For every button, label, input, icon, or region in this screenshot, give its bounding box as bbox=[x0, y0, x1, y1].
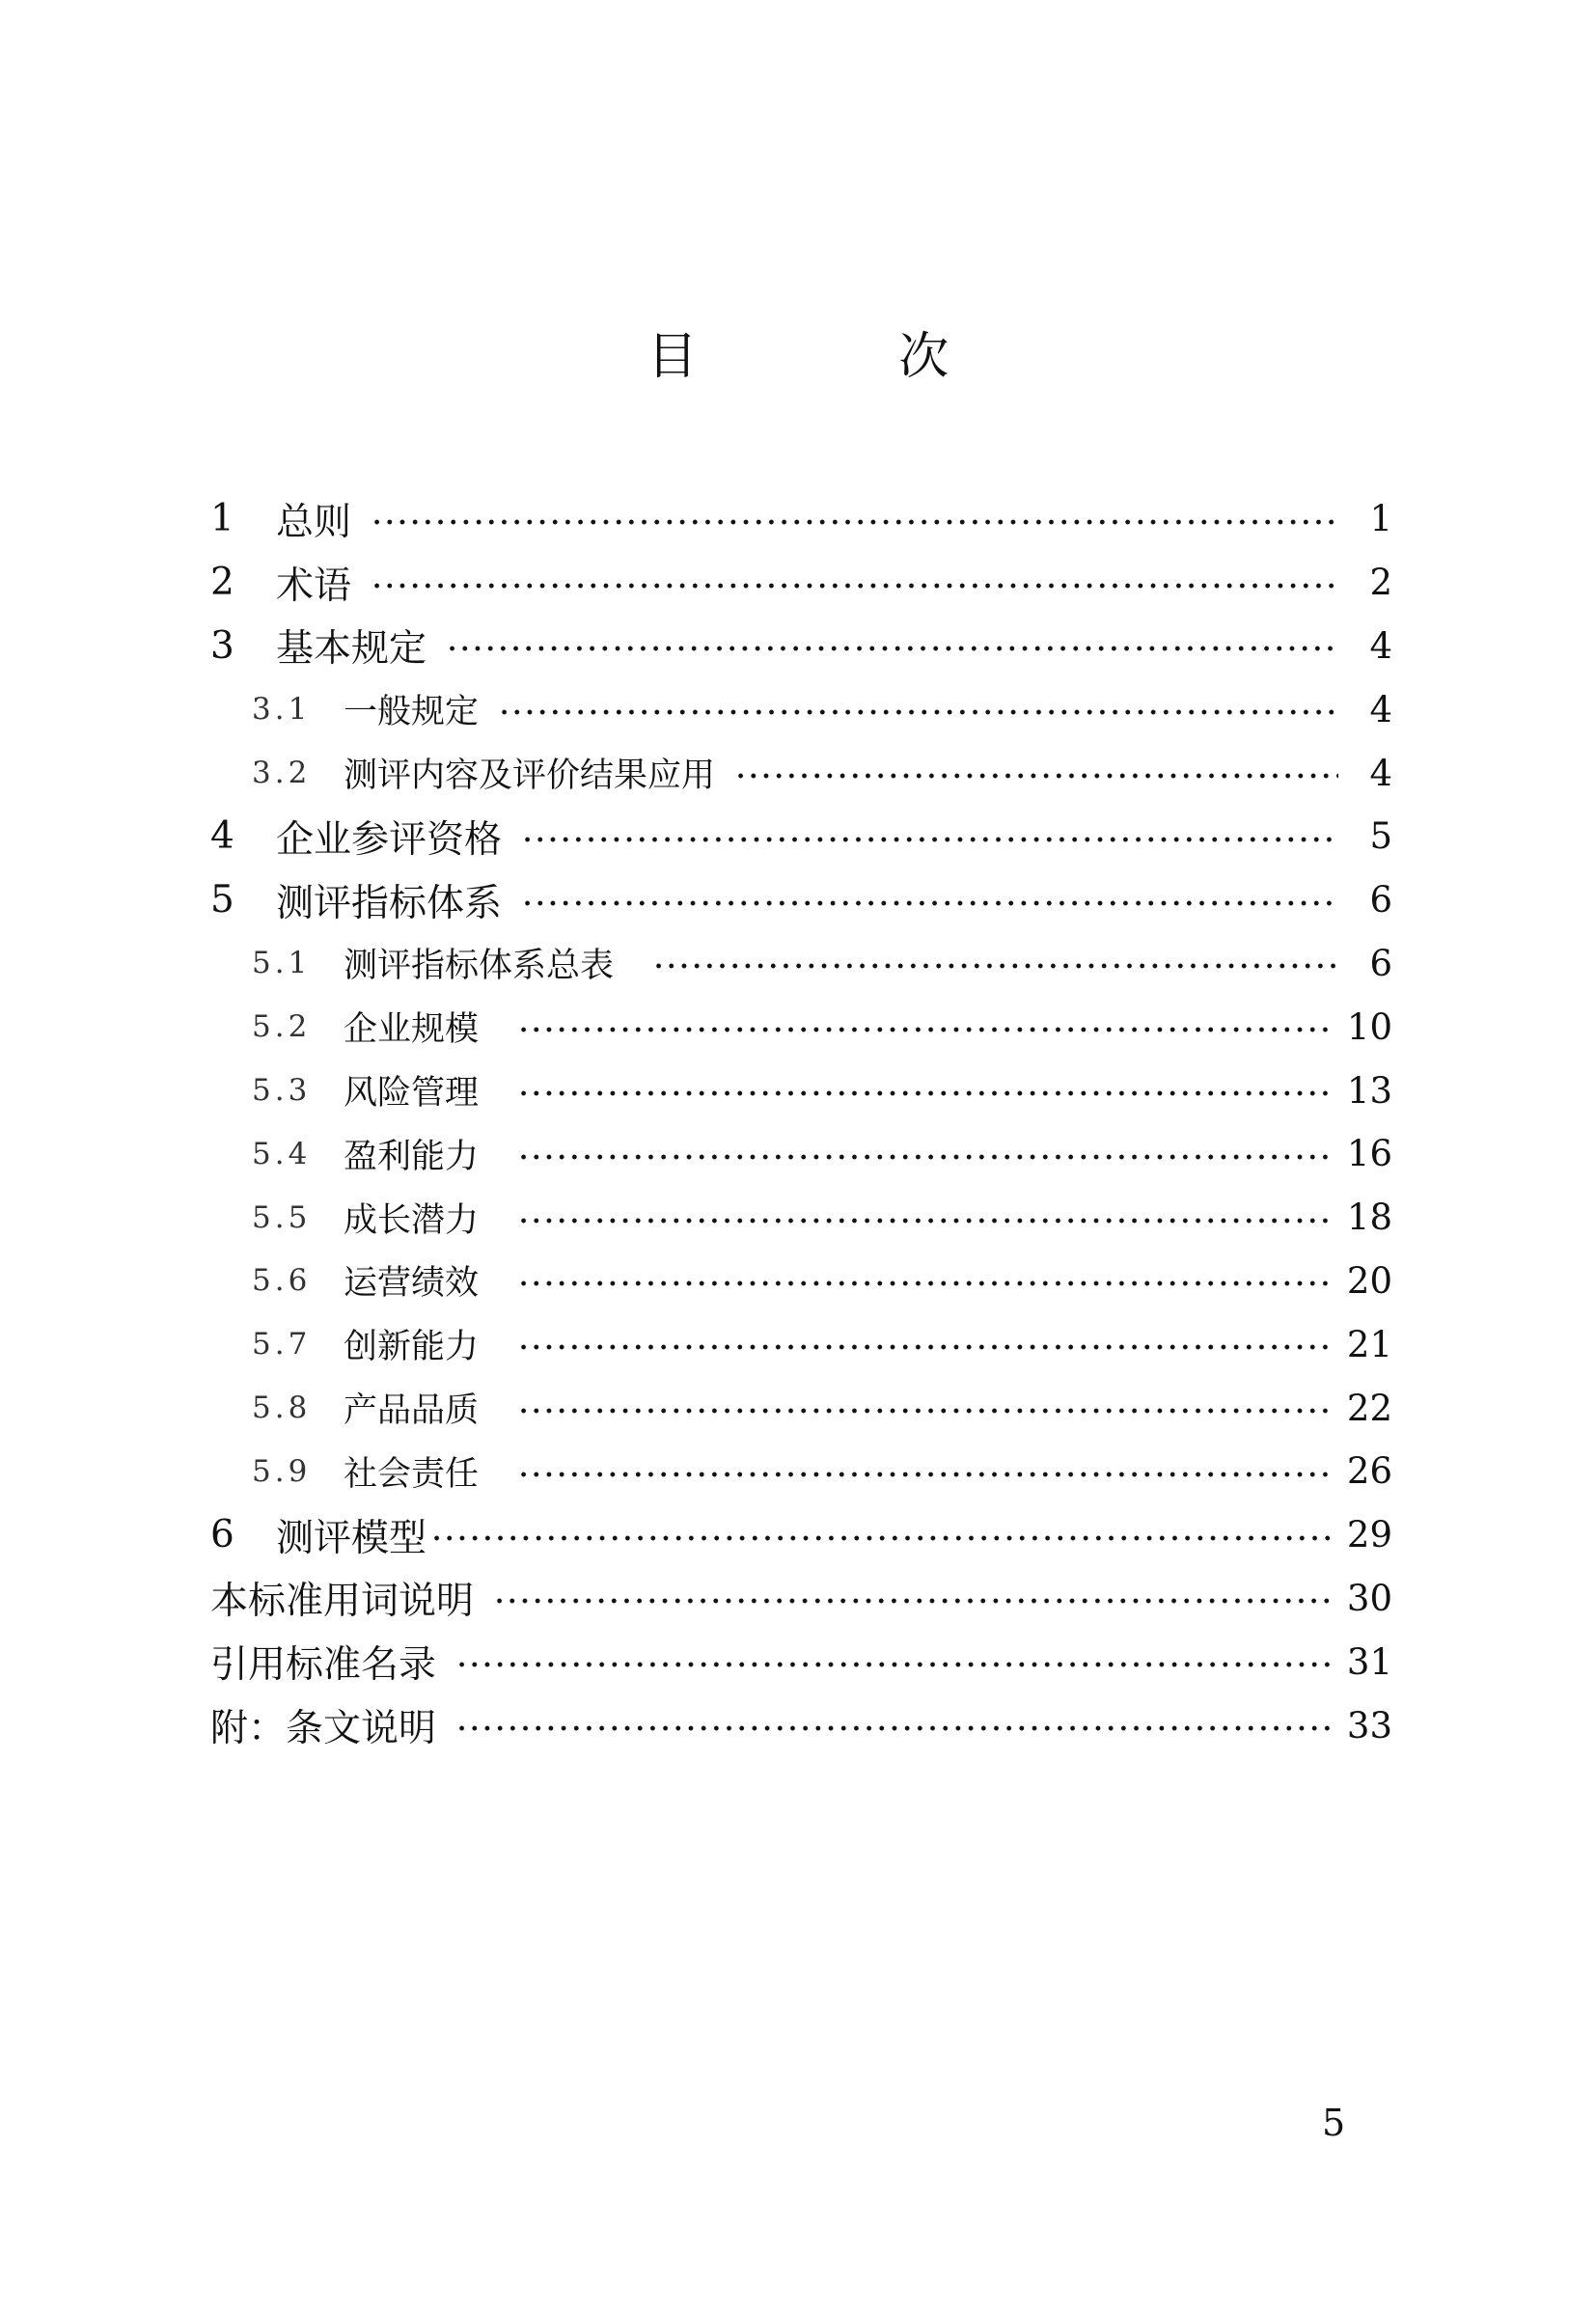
dot-leader bbox=[521, 900, 1338, 906]
toc-subentry[interactable] bbox=[210, 1059, 1392, 1122]
toc-entry-title: 盈利能力 bbox=[344, 1137, 480, 1176]
dot-leader bbox=[517, 1408, 1335, 1414]
toc-entry-number: 5.6 bbox=[252, 1263, 312, 1299]
dot-leader bbox=[517, 1027, 1335, 1032]
toc-entry-number: 3.1 bbox=[252, 692, 312, 728]
toc-entry-number: 5 bbox=[210, 878, 234, 922]
toc-entry-title: 社会责任 bbox=[344, 1454, 480, 1494]
toc-entry-title: 引用标准名录 bbox=[210, 1643, 437, 1688]
toc-subentry[interactable] bbox=[210, 1440, 1392, 1503]
toc-entry-page: 18 bbox=[1346, 1197, 1392, 1239]
toc-subentry[interactable] bbox=[210, 677, 1392, 741]
dot-leader bbox=[517, 1154, 1335, 1160]
toc-entry-page: 20 bbox=[1346, 1259, 1392, 1302]
toc-entry-number: 5.2 bbox=[252, 1009, 312, 1045]
toc-subentry[interactable] bbox=[210, 1312, 1392, 1376]
dot-leader bbox=[430, 1535, 1335, 1541]
toc-entry-title: 基本规定 bbox=[276, 627, 427, 672]
toc-entry-page: 26 bbox=[1346, 1450, 1392, 1493]
toc-entry-number: 5.8 bbox=[252, 1390, 312, 1426]
dot-leader bbox=[455, 1662, 1335, 1667]
dot-leader bbox=[446, 646, 1338, 651]
toc-entry[interactable] bbox=[210, 551, 1392, 615]
toc-entry-number: 5.1 bbox=[252, 946, 312, 981]
dot-leader bbox=[493, 1598, 1335, 1604]
toc-entry-title: 测评指标体系 bbox=[276, 881, 503, 925]
toc-subentry[interactable] bbox=[210, 995, 1392, 1059]
toc-entry[interactable] bbox=[210, 487, 1392, 551]
toc-entry-title: 附：条文说明 bbox=[210, 1707, 437, 1751]
toc-entry-number: 1 bbox=[210, 497, 234, 541]
toc-subentry[interactable] bbox=[210, 1122, 1392, 1186]
dot-leader bbox=[517, 1344, 1335, 1350]
toc-entry-page: 30 bbox=[1346, 1577, 1392, 1619]
toc-entry[interactable] bbox=[210, 1693, 1392, 1757]
toc-entry-page: 6 bbox=[1369, 942, 1392, 984]
toc-entry[interactable] bbox=[210, 868, 1392, 932]
toc-entry-title: 总则 bbox=[276, 500, 352, 544]
toc-entry-number: 2 bbox=[210, 561, 234, 605]
page-number: 5 bbox=[1322, 2102, 1346, 2144]
toc-entry-page: 10 bbox=[1346, 1005, 1392, 1048]
toc-entry-title: 运营绩效 bbox=[344, 1264, 480, 1304]
toc-subentry[interactable] bbox=[210, 932, 1392, 996]
dot-leader bbox=[371, 583, 1338, 589]
dot-leader bbox=[521, 837, 1338, 842]
toc-entry-title: 风险管理 bbox=[344, 1074, 480, 1114]
toc-entry-number: 3 bbox=[210, 623, 234, 668]
toc-entry-title: 一般规定 bbox=[344, 693, 480, 732]
toc-entry[interactable] bbox=[210, 805, 1392, 868]
toc-entry-page: 16 bbox=[1346, 1133, 1392, 1175]
toc-entry-page: 21 bbox=[1346, 1323, 1392, 1365]
toc-entry-page: 22 bbox=[1346, 1387, 1392, 1429]
dot-leader bbox=[517, 1280, 1335, 1286]
toc-entry-number: 5.4 bbox=[252, 1136, 312, 1171]
toc-entry-number: 4 bbox=[210, 814, 234, 859]
toc-entry-number: 5.3 bbox=[252, 1073, 312, 1109]
toc-entry-title: 测评模型 bbox=[276, 1516, 427, 1560]
toc-entry-page: 31 bbox=[1346, 1640, 1392, 1683]
toc-entry-page: 33 bbox=[1346, 1704, 1392, 1747]
toc-entry-title: 测评指标体系总表 bbox=[344, 947, 615, 986]
toc-entry[interactable] bbox=[210, 1567, 1392, 1631]
toc-subentry[interactable] bbox=[210, 1376, 1392, 1440]
toc-entry-number: 5.9 bbox=[252, 1453, 312, 1489]
toc-entry-title: 企业规模 bbox=[344, 1010, 480, 1050]
toc-entry-page: 6 bbox=[1369, 879, 1392, 922]
dot-leader bbox=[498, 709, 1338, 715]
toc-entry[interactable] bbox=[210, 1630, 1392, 1693]
toc-entry-number: 6 bbox=[210, 1513, 234, 1557]
table-of-contents bbox=[210, 487, 1392, 1757]
toc-entry-page: 4 bbox=[1369, 688, 1392, 730]
toc-entry-page: 5 bbox=[1369, 815, 1392, 858]
toc-subentry[interactable] bbox=[210, 741, 1392, 805]
toc-entry-page: 29 bbox=[1346, 1514, 1392, 1556]
toc-entry[interactable] bbox=[210, 1503, 1392, 1567]
toc-entry-title: 术语 bbox=[276, 564, 352, 608]
dot-leader bbox=[517, 1472, 1335, 1477]
dot-leader bbox=[455, 1725, 1335, 1731]
toc-entry-number: 5.5 bbox=[252, 1199, 312, 1235]
toc-entry-title: 企业参评资格 bbox=[276, 817, 503, 862]
toc-entry-title: 产品品质 bbox=[344, 1391, 480, 1431]
dot-leader bbox=[734, 773, 1338, 779]
toc-entry-page: 4 bbox=[1369, 624, 1392, 667]
toc-entry-number: 5.7 bbox=[252, 1327, 312, 1362]
dot-leader bbox=[371, 519, 1338, 525]
toc-entry-page: 13 bbox=[1346, 1069, 1392, 1112]
toc-entry-page: 2 bbox=[1369, 562, 1392, 604]
toc-subentry[interactable] bbox=[210, 1250, 1392, 1313]
toc-entry-title: 创新能力 bbox=[344, 1328, 480, 1367]
dot-leader bbox=[517, 1218, 1335, 1224]
toc-entry-title: 本标准用词说明 bbox=[210, 1580, 475, 1624]
toc-entry-title: 成长潜力 bbox=[344, 1200, 480, 1240]
toc-entry-title: 测评内容及评价结果应用 bbox=[344, 757, 716, 796]
dot-leader bbox=[652, 963, 1338, 969]
toc-entry-number: 3.2 bbox=[252, 756, 312, 791]
toc-entry-page: 1 bbox=[1369, 498, 1392, 540]
toc-entry-page: 4 bbox=[1369, 752, 1392, 794]
toc-entry[interactable] bbox=[210, 615, 1392, 678]
toc-subentry[interactable] bbox=[210, 1186, 1392, 1250]
toc-title: 目 次 bbox=[647, 328, 1042, 386]
dot-leader bbox=[517, 1090, 1335, 1096]
